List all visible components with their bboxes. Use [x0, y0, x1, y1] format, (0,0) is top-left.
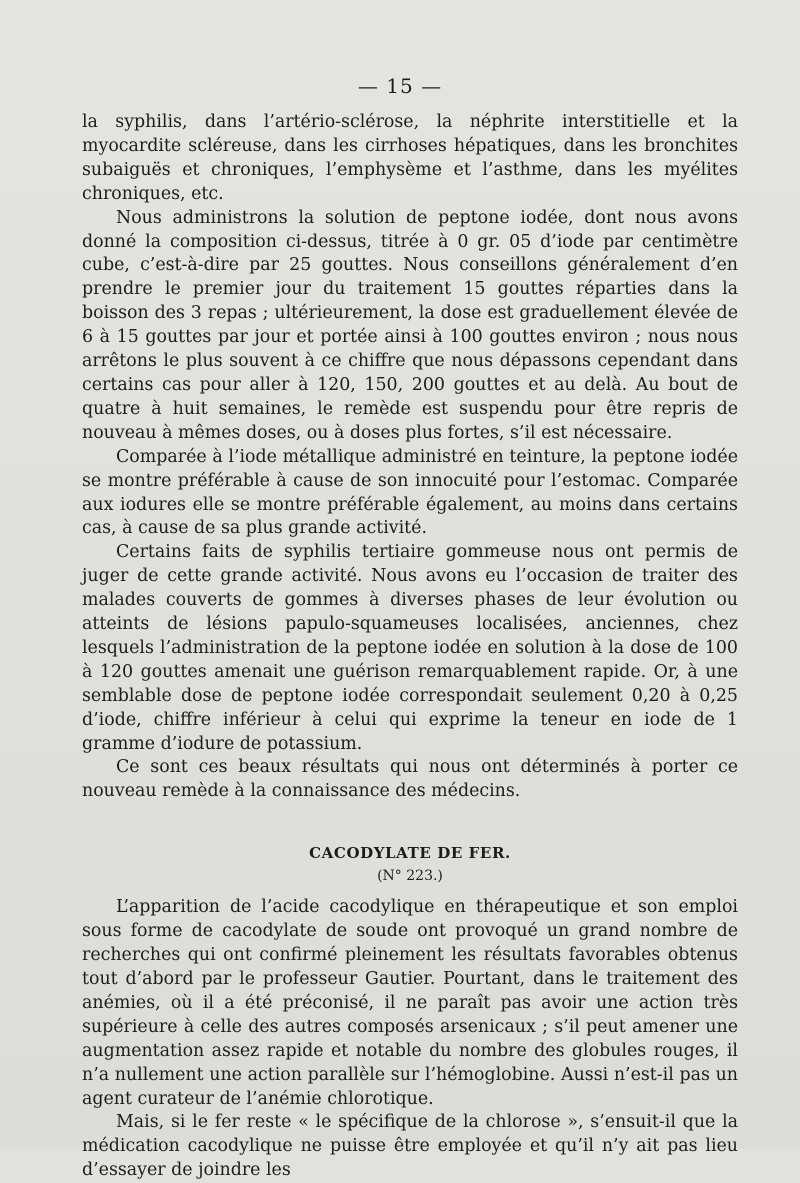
paragraph-1: la syphilis, dans l’artério-sclérose, la néphrite interstitielle et la myocardite scléreuse, dans les cirrhoses hépatiques, dans les bronchites subaiguës et chroniques, l’emphysème et l’asthme, dans les myélites chroniques, etc.	[82, 112, 738, 204]
section-paragraph-2: Mais, si le fer reste « le spécifique de la chlorose », s’ensuit-il que la médication cacodylique ne puisse être employée et qu’il n’y ait pas lieu d’essayer de joindre les	[82, 1112, 738, 1181]
section-number: (N° 223.)	[377, 868, 443, 885]
paragraph-5: Ce sont ces beaux résultats qui nous ont déterminés à porter ce nouveau remède à la connaissance des médecins.	[82, 757, 738, 802]
body-text	[82, 111, 738, 1183]
section-title: CACODYLATE DE FER.	[309, 844, 511, 863]
paragraph-4: Certains faits de syphilis tertiaire gommeuse nous ont permis de juger de cette grande activité. Nous avons eu l’occasion de traiter des malades couverts de gommes à diverses phases de leur évolution ou atteints de lésions papulo-squameuses localisées, anciennes, chez lesquels l’administration de la peptone iodée en solution à la dose de 100 à 120 gouttes amenait une guérison remarquablement rapide. Or, à une semblable dose de peptone iodée correspondait seulement 0,20 à 0,25 d’iode, chiffre inférieur à celui qui exprime la teneur en iode de 1 gramme d’iodure de potassium.	[82, 542, 738, 754]
paragraph-3: Comparée à l’iode métallique administré en teinture, la peptone iodée se montre préférable à cause de son innocuité pour l’estomac. Comparée aux iodures elle se montre préférable également, au moins dans certains cas, à cause de sa plus grande activité.	[82, 446, 738, 539]
page-number: — 15 —	[357, 74, 443, 98]
section-paragraph-1: L’apparition de l’acide cacodylique en thérapeutique et son emploi sous forme de cacodylate de soude ont provoqué un grand nombre de recherches qui ont confirmé pleinement les résultats favorables obtenus tout d’abord par le professeur Gautier. Pourtant, dans le traitement des anémies, où il a été préconisé, il ne paraît pas avoir une action très supérieure à celle des autres composés arsenicaux ; s’il peut amener une augmentation assez rapide et notable du nombre des globules rouges, il n’a nullement une action parallèle sur l’hémoglobine. Aussi n’est-il pas un agent curateur de l’anémie chlorotique.	[82, 897, 738, 1109]
paragraph-2: Nous administrons la solution de peptone iodée, dont nous avons donné la composition ci-dessus, titrée à 0 gr. 05 d’iode par centimètre cube, c’est-à-dire par 25 gouttes. Nous conseillons généralement d’en prendre le premier jour du traitement 15 gouttes réparties dans la boisson des 3 repas ; ultérieurement, la dose est graduellement élevée de 6 à 15 gouttes par jour et portée ainsi à 100 gouttes environ ; nous nous arrêtons le plus souvent à ce chiffre que nous dépassons cependant dans certains cas pour aller à 120, 150, 200 gouttes et au delà. Au bout de quatre à huit semaines, le remède est suspendu pour être repris de nouveau à mêmes doses, ou à doses plus fortes, s’il est nécessaire.	[82, 207, 738, 443]
